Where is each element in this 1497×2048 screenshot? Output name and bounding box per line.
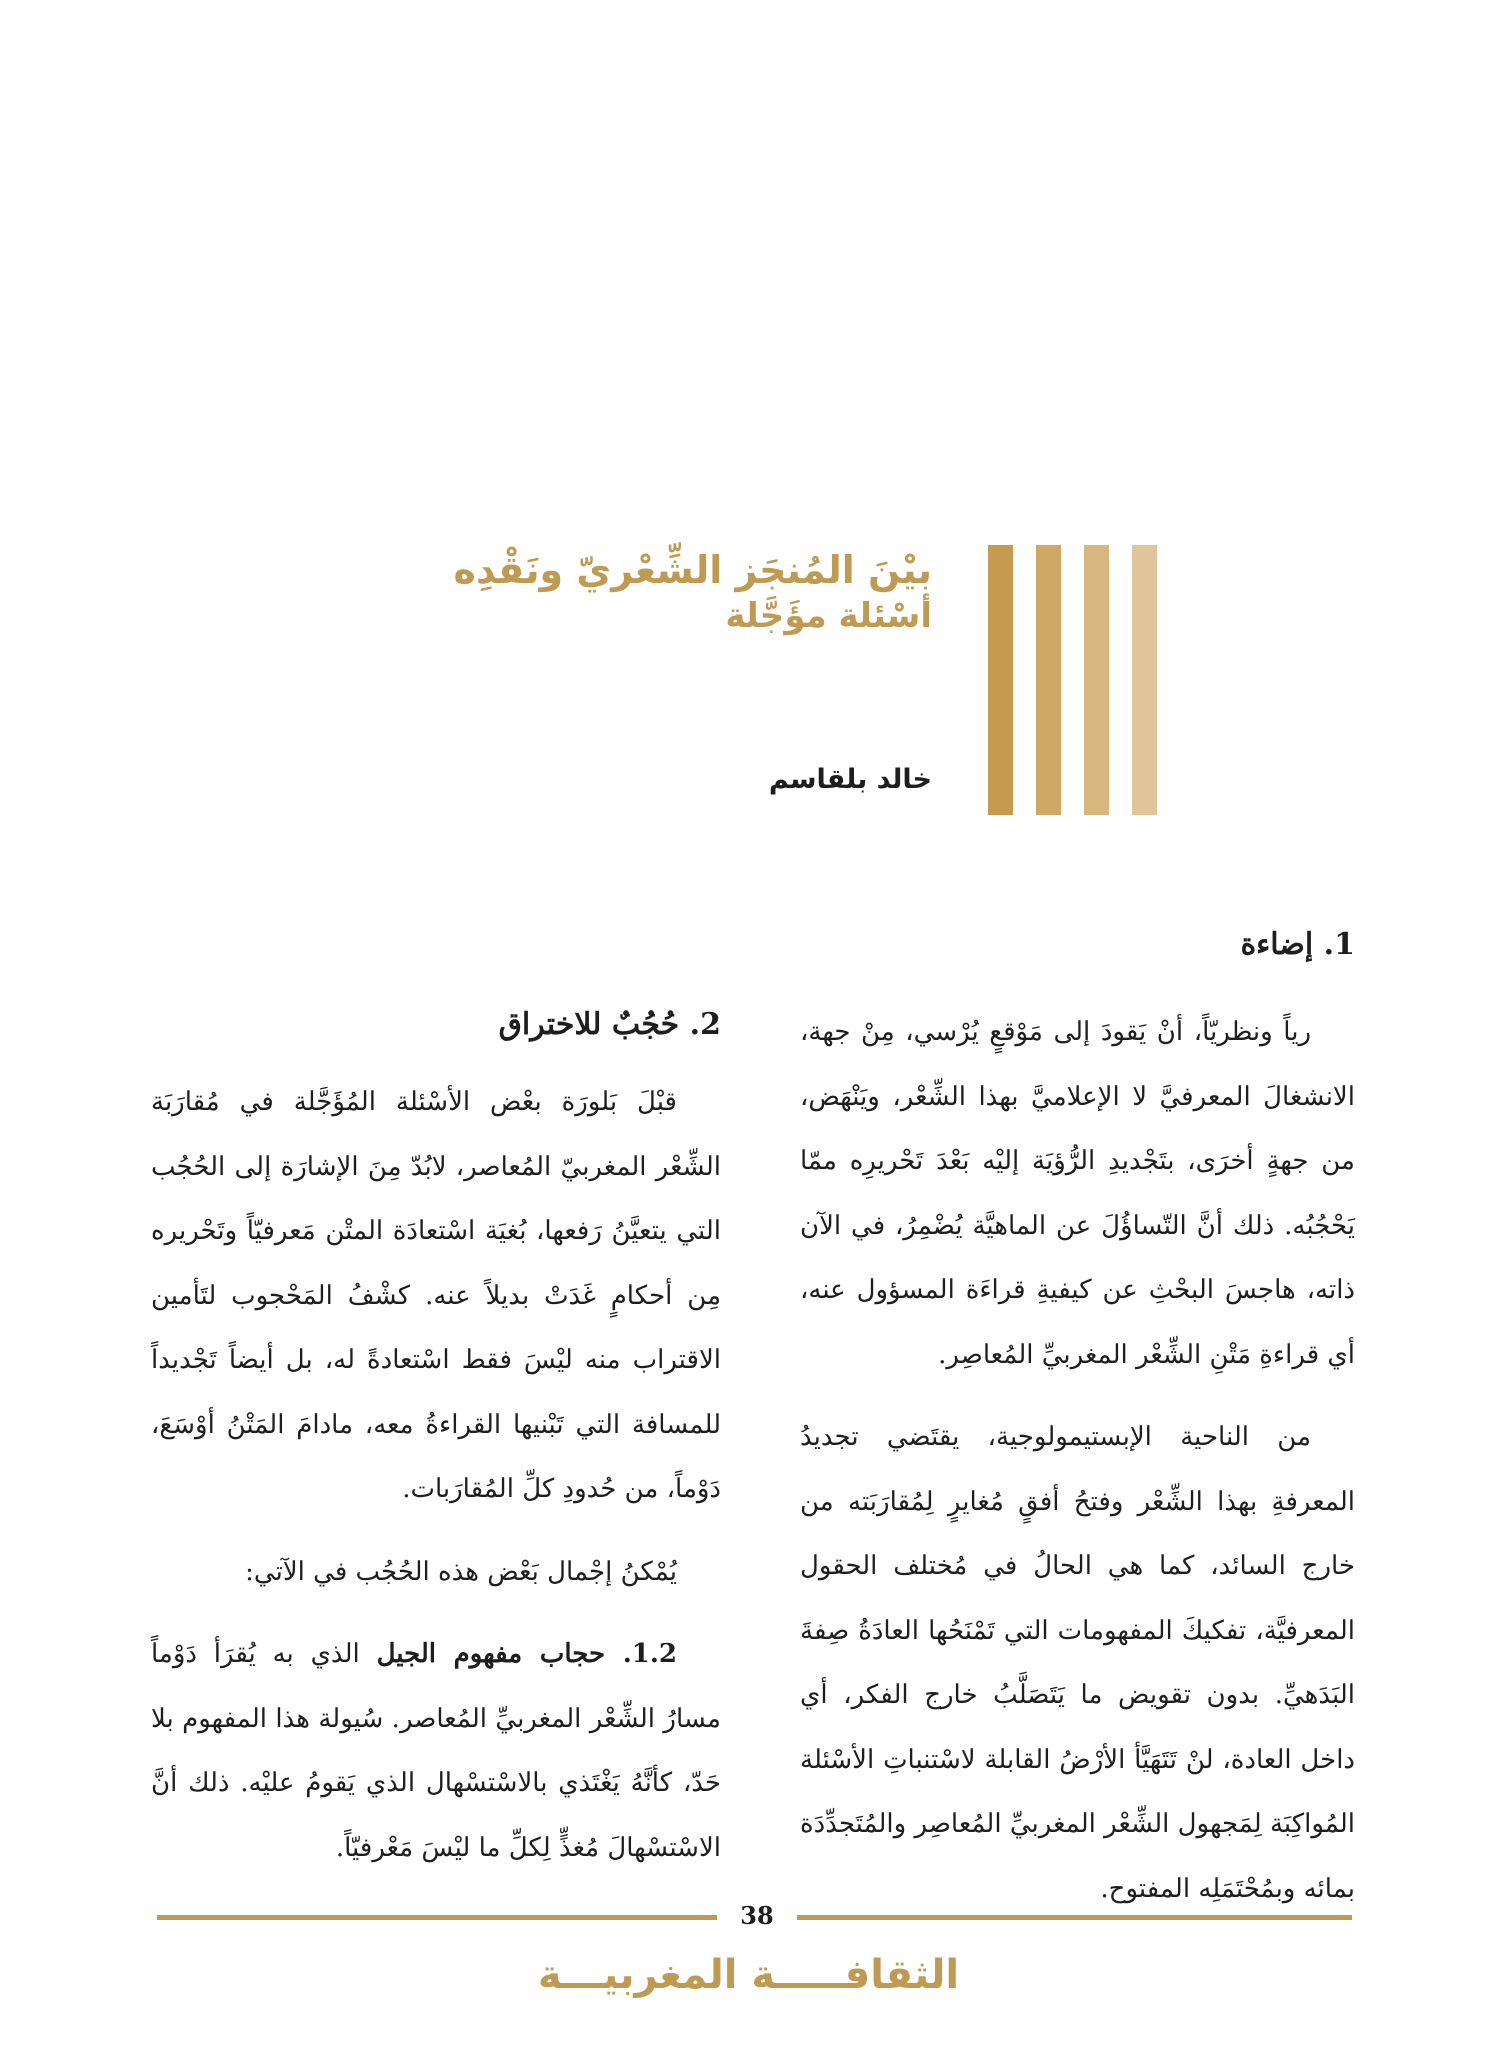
left-column <box>151 1070 721 1880</box>
paragraph: رياً ونظريّاً، أنْ يَقودَ إلى مَوْقعٍ يُرْسي، مِنْ جهة، الانشغالَ المعرفيَّ لا الإعلاميَّ بهذا الشِّعْر، ويَنْهَض، من جهةٍ أخرَى، بتَجْديدِ الرُّؤيَة إليْه بَعْدَ تَحْريرِه ممّا يَحْجُبُه. ذلك أنَّ التّساؤُلَ عن الماهيَّة يُضْمِرُ، في الآن ذاته، هاجسَ البحْثِ عن كيفيةِ قراءَة المسؤول عنه، أي قراءةِ مَتْنِ الشِّعْر المغربيِّ المُعاصِر. <box>800 1017 1355 1370</box>
decorative-bar <box>1132 545 1157 815</box>
footer-rule <box>157 1915 717 1920</box>
article-subtitle: أسْئلة مؤَجَّلة <box>725 596 932 636</box>
paragraph: يُمْكنُ إجْمال بَعْض هذه الحُجُب في الآتي: <box>245 1556 677 1587</box>
article-title: بيْنَ المُنجَز الشِّعْريّ ونَقْدِه <box>453 548 932 592</box>
page-number: 38 <box>740 1901 774 1930</box>
list-item <box>151 1622 721 1880</box>
decorative-bar <box>1084 545 1109 815</box>
decorative-bars <box>988 545 1158 815</box>
magazine-name: الثقافـــــة المغربيـــة <box>537 1952 960 1998</box>
decorative-bar <box>988 545 1013 815</box>
decorative-bar <box>1036 545 1061 815</box>
article-author: خالد بلقاسم <box>768 764 932 795</box>
footer-rule <box>797 1915 1352 1920</box>
paragraph: من الناحية الإبستيمولوجية، يقتَضي تجديدُ المعرفةِ بهذا الشِّعْر وفتحُ أفقٍ مُغايرٍ لِمُقارَبَته من خارج السائد، كما هي الحالُ في مُختلف الحقول المعرفيَّة، تفكيكَ المفهومات التي تَمْنَحُها العادَةُ صِفةَ البَدَهيِّ. بدون تقويض ما يَتَصَلَّبُ خارج الفكر، أي داخل العادة، لنْ تَتَهَيَّأ الأرْضُ القابلة لاسْتنباتِ الأسْئلة المُواكِبَة لِمَجهول الشِّعْر المغربيِّ المُعاصِر والمُتَجدِّدَة بمائه وبمُحْتَمَلِه المفتوح. <box>800 1422 1355 1904</box>
right-column <box>800 1000 1355 1921</box>
paragraph: قبْلَ بَلورَة بعْض الأسْئلة المُؤَجَّلة في مُقارَبَة الشِّعْر المغربيّ المُعاصر، لابُدّ مِنَ الإشارَة إلى الحُجُب التي يتعيَّنُ رَفعها، بُغيَة اسْتعادَة المتْن مَعرفيّاً وتَحْريره مِن أحكامٍ غَدَتْ بديلاً عنه. كشْفُ المَحْجوب لتَأمين الاقتراب منه ليْسَ فقط اسْتعادةً له، بل أيضاً تَجْديداً للمسافة التي تَبْنيها القراءةُ معه، مادامَ المَتْنُ أوْسَعَ، دَوْماً، من حُدودِ كلِّ المُقارَبات. <box>151 1087 721 1504</box>
section-heading-veils: 2. حُجُبٌ للاختراق <box>498 1007 721 1042</box>
list-item-text: الذي به يُقرَأ دَوْماً مسارُ الشِّعْر المغربيِّ المُعاصر. سُيولة هذا المفهوم بلا حَدّ، كأنَّهُ يَغْتَذي بالاسْتسْهال الذي يَقومُ عليْه. ذلك أنَّ الاسْتسْهالَ مُغذٍّ لِكلِّ ما ليْسَ مَعْرفيّاً. <box>151 1639 721 1863</box>
list-item-lead: 1.2. حجاب مفهوم الجيل <box>376 1639 677 1669</box>
section-heading-illumination: 1. إضاءة <box>1240 927 1355 962</box>
